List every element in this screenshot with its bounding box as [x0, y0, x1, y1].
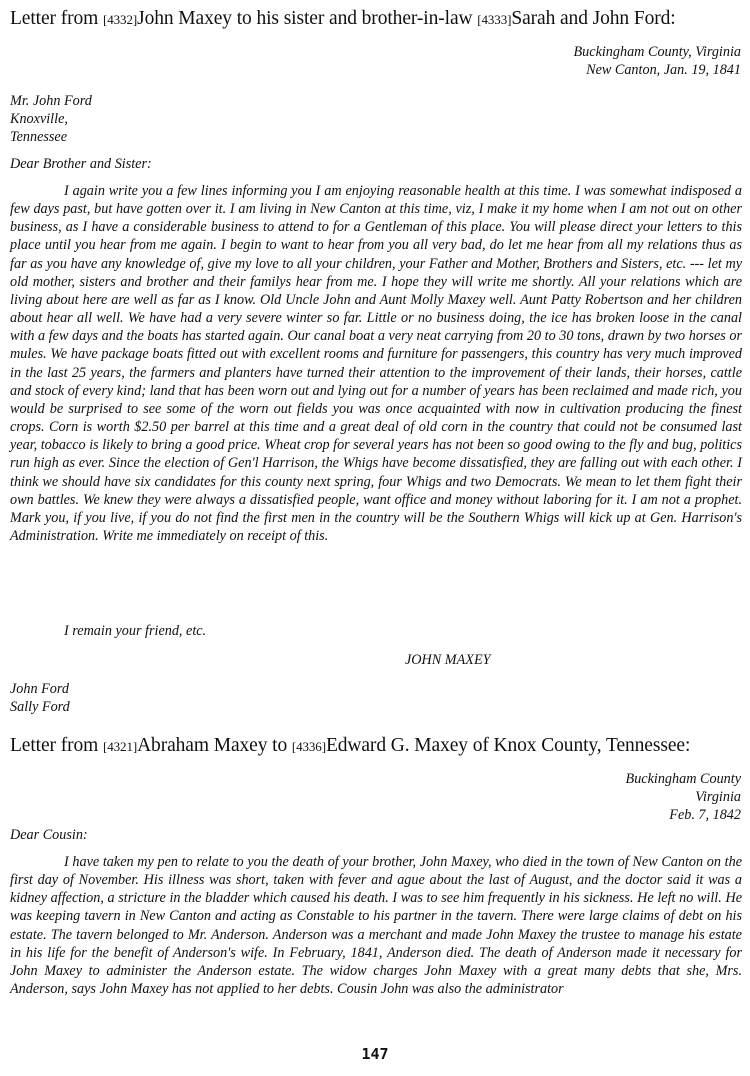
letter1-heading: [10, 8, 745, 30]
heading-text: Edward G. Maxey of Knox County, Tennessee:: [325, 735, 691, 756]
heading-prefix: Letter from: [10, 735, 104, 756]
person-ref: [4333]: [477, 12, 512, 27]
page-number: 147: [361, 1045, 389, 1063]
letter2-heading: [10, 735, 745, 757]
place-line: Buckingham County: [625, 771, 741, 787]
letter2-body: I have taken my pen to relate to you the death of your brother, John Maxey, who died in the town of New Canton on the first day of November. His illness was short, taken with fever and ague about the last of August, and the doctor said it was a kidney affection, a stricture in the bladder which caused his death. I was to see him frequently in his sickness. He left no will. He was keeping tavern in New Canton and acting as Constable to his partner in the tavern. There were large claims of debt on his estate. The tavern belonged to Mr. Anderson. Anderson was a merchant and made John Maxey the trustee to manage his estate in his life for the benefit of Anderson's wife. In February, 1841, Anderson died. The death of Anderson made it necessary for John Maxey to administer the Anderson estate. The widow charges John Maxey with a great many debts that she, Mrs. Anderson, says John Maxey has not applied to her debts. Cousin John was also the administrator: [10, 854, 742, 998]
letter1-body: I again write you a few lines informing you I am enjoying reasonable health at this time. I was somewhat indisposed a few days past, but have gotten over it. I am living in New Canton at this time, viz, I make it my home when I am not out on other business, as I have a considerable business to attend to for a Gentleman of this place. You will please direct your letters to this place until you hear from me again. I begin to want to hear from you all very bad, do let me hear from all my relations thus as far as you have any knowledge of, give my love to all your children, your Father and Mother, Brothers and Sisters, etc. --- let my old mother, sisters and brother and their familys hear from me. I hope they will write me shortly. All your relations which are living about here are well as far as I know. Old Uncle John and Aunt Molly Maxey well. Aunt Patty Robertson and her children about hear all well. We have had a very severe winter so far. Little or no business doing, the ice has broken loose in the canal with a few days and the boats has started again. Our canal boat a very neat carrying from 20 to 30 tons, drawn by two horses or mules. We have package boats fitted out with excellent rooms and furniture for passengers, this country has very much improved in the last 25 years, the farmers and planters have turned their attention to the improvement of their lands, their horses, cattle and stock of every kind; land that has been worn out and lying out for a number of years has been reclaimed and made rich, you would be surprised to see some of the worn out fields you was once acquainted with now in cultivation producing the finest crops. Corn is worth $2.50 per barrel at this time and a great deal of old corn in the country that could not be consumed last year, tobacco is likely to bring a good price. Wheat crop for several years has not been so good owing to the fly and bug, politics run high as ever. Since the election of Gen'l Harrison, the Whigs have become dissatisfied, they are falling out with each other. I think we should have six candidates for this county next spring, four Whigs and two Democrats. We mean to let them fight their own battles. We knew they were always a dissatisfied people, want office and money without laboring for it. I am not a prophet. Mark you, if you live, if you do not find the first men in the country will be the Southern Whigs will kick up at Gen. Harrison's Administration. Write me immediately on receipt of this.: [10, 183, 742, 544]
letter1-place-date: [574, 43, 741, 79]
letter1-signature: JOHN MAXEY: [405, 652, 491, 668]
letter1-salutation: Dear Brother and Sister:: [10, 156, 152, 172]
letter1-closing: I remain your friend, etc.: [64, 623, 207, 639]
heading-prefix: Letter from: [10, 8, 104, 29]
recipient-name: Sally Ford: [10, 699, 70, 716]
person-ref: [4321]: [103, 739, 138, 754]
place-line: Buckingham County, Virginia: [573, 44, 741, 60]
letter2-salutation: Dear Cousin:: [10, 827, 88, 843]
person-ref: [4336]: [291, 739, 326, 754]
letter2-place-date: [626, 770, 741, 825]
date-line: Feb. 7, 1842: [669, 807, 741, 824]
address-line: Knoxville,: [10, 111, 68, 128]
letter1-recipients: [10, 680, 70, 716]
date-line: New Canton, Jan. 19, 1841: [586, 62, 741, 79]
letter1-address: [10, 92, 92, 147]
heading-text: Sarah and John Ford:: [511, 8, 676, 29]
place-line: Virginia: [695, 789, 741, 806]
heading-text: Abraham Maxey to: [137, 735, 292, 756]
heading-text: John Maxey to his sister and brother-in-law: [137, 8, 478, 29]
recipient-name: John Ford: [10, 681, 69, 697]
address-line: Tennessee: [10, 129, 68, 146]
address-line: Mr. John Ford: [10, 93, 92, 109]
person-ref: [4332]: [103, 12, 138, 27]
